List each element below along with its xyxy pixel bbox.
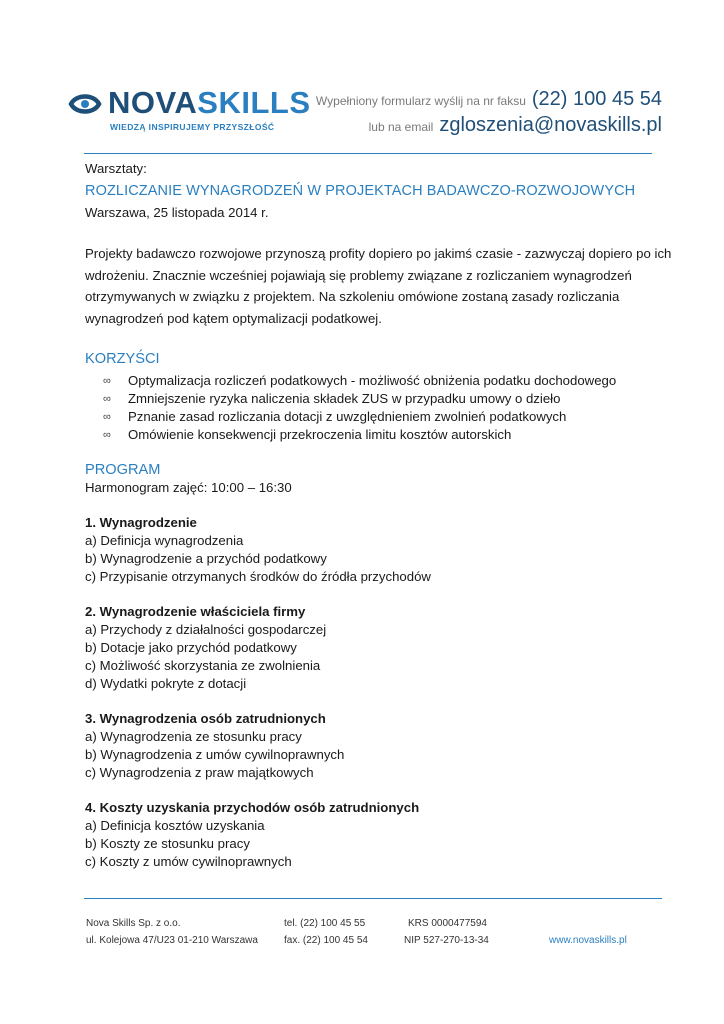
module-item: b) Wynagrodzenia z umów cywilnoprawnych bbox=[85, 746, 345, 762]
workshop-label: Warsztaty: bbox=[85, 161, 147, 176]
benefit-item bbox=[103, 426, 685, 444]
module-item: c) Koszty z umów cywilnoprawnych bbox=[85, 853, 292, 869]
infinity-bullet-icon: ∞ bbox=[103, 374, 111, 387]
logo-nova: NOVA bbox=[108, 85, 198, 120]
module-title: 1. Wynagrodzenie bbox=[85, 514, 197, 530]
document-body bbox=[85, 160, 685, 871]
module-title: 4. Koszty uzyskania przychodów osób zatrudnionych bbox=[85, 799, 420, 815]
module-item: b) Wynagrodzenie a przychód podatkowy bbox=[85, 550, 327, 566]
email-note: lub na email bbox=[368, 120, 434, 134]
fax-note: Wypełniony formularz wyślij na nr faksu bbox=[315, 94, 526, 108]
logo-skills: SKILLS bbox=[197, 85, 311, 120]
program-module bbox=[85, 603, 685, 693]
module-title: 3. Wynagrodzenia osób zatrudnionych bbox=[85, 710, 326, 726]
intro-paragraph: Projekty badawczo rozwojowe przynoszą profity dopiero po jakimś czasie - zazwyczaj dopiero po ich wdrożeniu. Znacznie wcześniej pojawiają się problemy związane z rozliczaniem wynagrodzeń otrzymywanych w związku z projektem. Na szkoleniu omówione zostaną zasady rozliczania wynagrodzeń pod kątem optymalizacji podatkowej. bbox=[85, 246, 672, 327]
benefit-item bbox=[103, 390, 685, 408]
module-item: a) Przychody z działalności gospodarczej bbox=[85, 621, 327, 637]
program-module bbox=[85, 799, 685, 871]
module-item: a) Wynagrodzenia ze stosunku pracy bbox=[85, 728, 302, 744]
workshop-title: ROZLICZANIE WYNAGRODZEŃ W PROJEKTACH BADAWCZO-ROZWOJOWYCH bbox=[85, 183, 636, 199]
benefits-list bbox=[103, 372, 685, 444]
logo-tagline: WIEDZĄ INSPIRUJEMY PRZYSZŁOŚĆ bbox=[110, 122, 275, 132]
benefit-item bbox=[103, 372, 685, 390]
logo-wordmark bbox=[108, 86, 311, 120]
infinity-bullet-icon: ∞ bbox=[103, 410, 111, 423]
benefits-heading: KORZYŚCI bbox=[85, 350, 160, 367]
program-heading: PROGRAM bbox=[85, 461, 161, 478]
fax-number: (22) 100 45 54 bbox=[531, 88, 662, 110]
module-item: d) Wydatki pokryte z dotacji bbox=[85, 675, 247, 691]
footer-divider bbox=[84, 898, 662, 899]
page-footer bbox=[0, 910, 724, 970]
module-item: c) Wynagrodzenia z praw majątkowych bbox=[85, 764, 314, 780]
module-item: b) Koszty ze stosunku pracy bbox=[85, 835, 250, 851]
email-address[interactable]: zgloszenia@novaskills.pl bbox=[439, 114, 662, 136]
benefit-text: Omówienie konsekwencji przekroczenia limitu kosztów autorskich bbox=[128, 426, 512, 442]
novaskills-logo bbox=[68, 85, 311, 136]
footer-krs: KRS 0000477594 bbox=[408, 918, 487, 929]
email-contact bbox=[369, 114, 662, 137]
benefit-text: Zmniejszenie ryzyka naliczenia składek ZUS w przypadku umowy o dzieło bbox=[128, 390, 561, 406]
module-item: a) Definicja kosztów uzyskania bbox=[85, 817, 265, 833]
footer-address: ul. Kolejowa 47/U23 01-210 Warszawa bbox=[86, 935, 258, 946]
program-module bbox=[85, 514, 685, 586]
module-item: a) Definicja wynagrodzenia bbox=[85, 532, 244, 548]
benefit-text: Pznanie zasad rozliczania dotacji z uwzględnieniem zwolnień podatkowych bbox=[128, 408, 567, 424]
logo-eye-icon bbox=[68, 88, 102, 120]
footer-fax: fax. (22) 100 45 54 bbox=[284, 935, 368, 946]
footer-tel: tel. (22) 100 45 55 bbox=[284, 918, 366, 929]
fax-contact bbox=[316, 88, 662, 111]
workshop-date: Warszawa, 25 listopada 2014 r. bbox=[85, 205, 269, 220]
program-module bbox=[85, 710, 685, 782]
footer-company: Nova Skills Sp. z o.o. bbox=[86, 918, 181, 929]
header-divider bbox=[84, 153, 652, 154]
benefit-item bbox=[103, 408, 685, 426]
page-header bbox=[0, 0, 724, 160]
module-item: b) Dotacje jako przychód podatkowy bbox=[85, 639, 297, 655]
infinity-bullet-icon: ∞ bbox=[103, 392, 111, 405]
footer-website-link[interactable]: www.novaskills.pl bbox=[549, 935, 627, 946]
infinity-bullet-icon: ∞ bbox=[103, 428, 111, 441]
module-item: c) Przypisanie otrzymanych środków do źródła przychodów bbox=[85, 568, 431, 584]
benefit-text: Optymalizacja rozliczeń podatkowych - możliwość obniżenia podatku dochodowego bbox=[128, 372, 617, 388]
schedule-text: Harmonogram zajęć: 10:00 – 16:30 bbox=[85, 479, 292, 495]
footer-nip: NIP 527-270-13-34 bbox=[404, 935, 489, 946]
module-item: c) Możliwość skorzystania ze zwolnienia bbox=[85, 657, 321, 673]
module-title: 2. Wynagrodzenie właściciela firmy bbox=[85, 603, 306, 619]
